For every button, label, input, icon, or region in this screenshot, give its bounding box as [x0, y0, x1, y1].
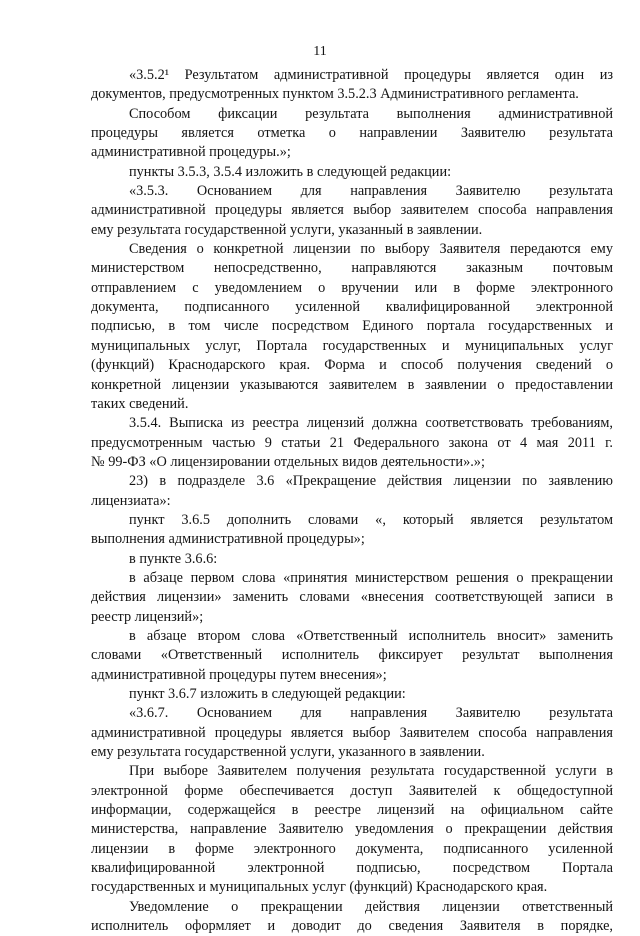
text-line: пункт 3.6.7 изложить в следующей редакции: [129, 686, 406, 702]
text-line: № 99-ФЗ «О лицензировании отдельных видов деятельности».»; [91, 453, 485, 470]
text-line: государственных и муниципальных услуг (функций) Краснодарского края. [91, 879, 548, 896]
text-line: документа, подписанного усиленной квалифицированной электронной [91, 299, 613, 316]
text-line: исполнитель оформляет и доводит до сведения Заявителя в порядке, [91, 918, 613, 935]
text-line: Способом фиксации результата выполнения административной [129, 105, 613, 122]
text-line: административной процедуры является выбор заявителем способа направления [91, 202, 613, 219]
text-line: (функций) Краснодарского края. Форма и способ получения сведений о [91, 357, 613, 374]
text-line: министерства, направление Заявителю уведомления о прекращении действия [91, 821, 613, 838]
text-line: процедуры является отметка о направлении Заявителю результата [91, 125, 613, 142]
text-line: словами «Ответственный исполнитель фиксирует результат выполнения [91, 647, 613, 664]
text-line: предусмотренным частью 9 статьи 21 Федерального закона от 4 мая 2011 г. [91, 434, 613, 451]
text-line: в пункте 3.6.6: [129, 550, 218, 567]
text-line: «3.6.7. Основанием для направления Заявителю результата [129, 705, 613, 722]
text-line: «3.5.2¹ Результатом административной процедуры является один из [129, 67, 613, 83]
text-line: подписью, в том числе посредством Единого портала государственных и [91, 318, 613, 335]
text-line: лицензиата»: [91, 492, 171, 509]
text-line: выполнения административной процедуры»; [91, 531, 365, 548]
text-line: квалифицированной электронной подписью, посредством Портала [91, 860, 613, 877]
text-line: в абзаце втором слова «Ответственный исполнитель вносит» заменить [129, 627, 613, 644]
text-line: муниципальных услуг, Портала государственных и муниципальных услуг [91, 337, 613, 354]
text-line: конкретной лицензии указываются заявителем в заявлении о предоставлении [91, 376, 613, 393]
text-line: ему результата государственной услуги, указанного в заявлении. [91, 744, 485, 761]
text-line: «3.5.3. Основанием для направления Заявителю результата [129, 183, 613, 200]
text-line: ему результата государственной услуги, указанный в заявлении. [91, 221, 483, 238]
document-body [91, 66, 613, 936]
text-line: административной процедуры путем внесения»; [91, 666, 387, 683]
text-line: документов, предусмотренных пунктом 3.5.2.3 Административного регламента. [91, 86, 579, 103]
page-number: 11 [313, 44, 327, 59]
text-line: административной процедуры.»; [91, 144, 291, 161]
text-line: отправлением с уведомлением о вручении или в форме электронного [91, 279, 613, 296]
text-line: таких сведений. [91, 395, 189, 412]
text-line: информации, содержащейся в реестре лицензий на официальном сайте [91, 802, 613, 819]
text-line: Уведомление о прекращении действия лицензии ответственный [129, 898, 613, 915]
text-line: реестр лицензий»; [91, 608, 204, 625]
text-line: 23) в подразделе 3.6 «Прекращение действия лицензии по заявлению [129, 473, 613, 490]
text-line: министерством непосредственно, направляются заказным почтовым [91, 260, 613, 277]
text-line: пункты 3.5.3, 3.5.4 изложить в следующей редакции: [129, 163, 452, 180]
text-line: Сведения о конкретной лицензии по выбору Заявителя передаются ему [129, 241, 613, 258]
text-line: пункт 3.6.5 дополнить словами «, который является результатом [129, 511, 613, 528]
text-line: При выборе Заявителем получения результата государственной услуги в [129, 763, 613, 780]
text-line: административной процедуры является выбор Заявителем способа направления [91, 724, 613, 741]
text-line: 3.5.4. Выписка из реестра лицензий должна соответствовать требованиям, [129, 415, 613, 432]
text-line: действия лицензии» заменить словами «внесения соответствующей записи в [91, 589, 613, 606]
text-line: в абзаце первом слова «принятия министерством решения о прекращении [129, 569, 613, 586]
text-line: лицензии в форме электронного документа, подписанного усиленной [91, 840, 613, 857]
text-line: электронной форме обеспечивается доступ Заявителей к общедоступной [91, 782, 613, 799]
